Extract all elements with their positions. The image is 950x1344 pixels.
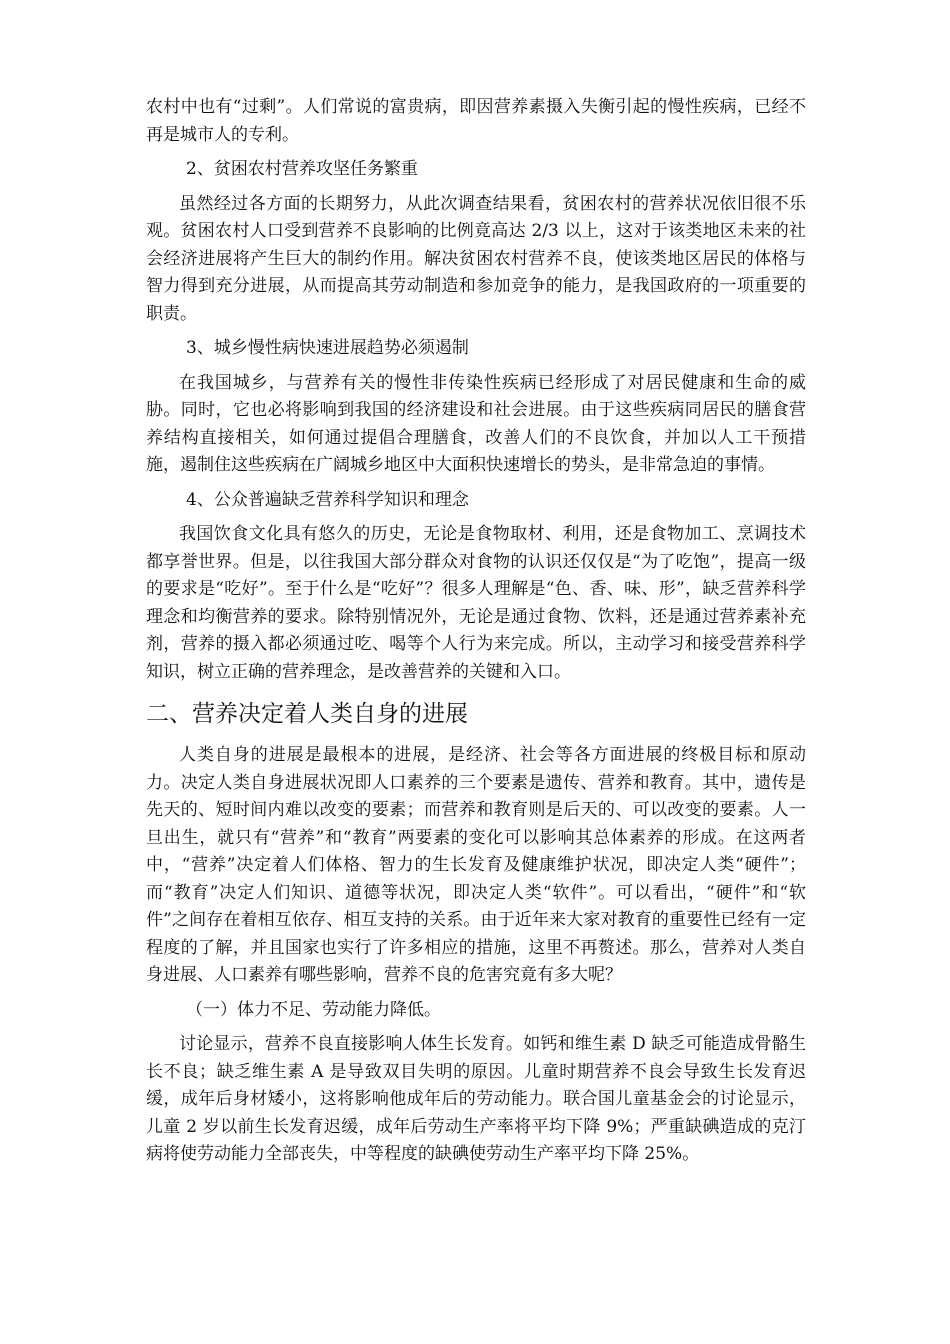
paragraph-public-knowledge: 我国饮食文化具有悠久的历史，无论是食物取材、利用，还是食物加工、烹调技术都享誉世界。但是，以往我国大部分群众对食物的认识还仅仅是“为了吃饱”，提高一级的要求是“吃好”。至于什么是“吃好”？很多人理解是“色、香、味、形”，缺乏营养科学理念和均衡营养的要求。除特别情况外，无论是通过食物、饮料，还是通过营养素补充剂，营养的摄入都必须通过吃、喝等个人行为来完成。所以，主动学习和接受营养科学知识，树立正确的营养理念，是改善营养的关键和入口。 [146, 524, 806, 682]
paragraph-physical-strength: 讨论显示，营养不良直接影响人体生长发育。如钙和维生素 D 缺乏可能造成骨骼生长不良；缺乏维生素 A 是导致双目失明的原因。儿童时期营养不良会导致生长发育迟缓，成年后身材矮小，这将影响他成年后的劳动能力。联合国儿童基金会的讨论显示，儿童 2 岁以前生长发育迟缓，成年后劳动生产率将平均下降 9%；严重缺碘造成的克汀病将使劳动能力全部丧失，中等程度的缺碘使劳动生产率平均下降 25%。 [146, 1034, 806, 1164]
subheading-public-knowledge: 4、公众普遍缺乏营养科学知识和理念 [186, 489, 469, 510]
subheading-chronic-disease: 3、城乡慢性病快速进展趋势必须遏制 [186, 338, 469, 358]
subheading-physical-strength: （一）体力不足、劳动能力降低。 [186, 999, 441, 1020]
paragraph-intro-continuation: 农村中也有“过剩”。人们常说的富贵病，即因营养素摄入失衡引起的慢性疾病，已经不再是城市人的专利。 [146, 97, 806, 145]
paragraph-chronic-disease: 在我国城乡，与营养有关的慢性非传染性疾病已经形成了对居民健康和生命的威胁。同时，它也必将影响到我国的经济建设和社会进展。由于这些疾病同居民的膳食营养结构直接相关，如何通过提倡合理膳食，改善人们的不良饮食，并加以人工干预措施，遏制住这些疾病在广阔城乡地区中大面积快速增长的势头，是非常急迫的事情。 [146, 372, 806, 475]
paragraph-human-development: 人类自身的进展是最根本的进展，是经济、社会等各方面进展的终极目标和原动力。决定人类自身进展状况即人口素养的三个要素是遗传、营养和教育。其中，遗传是先天的、短时间内难以改变的要素；而营养和教育则是后天的、可以改变的要素。人一旦出生，就只有“营养”和“教育”两要素的变化可以影响其总体素养的形成。在这两者中，“营养”决定着人们体格、智力的生长发育及健康维护状况，即决定人类“硬件”；而“教育”决定人们知识、道德等状况，即决定人类“软件”。可以看出，“硬件”和“软件”之间存在着相互依存、相互支持的关系。由于近年来大家对教育的重要性已经有一定程度的了解，并且国家也实行了许多相应的措施，这里不再赘述。那么，营养对人类自身进展、人口素养有哪些影响，营养不良的危害究竟有多大呢？ [146, 745, 806, 985]
paragraph-poor-rural-nutrition: 虽然经过各方面的长期努力，从此次调查结果看，贫困农村的营养状况依旧很不乐观。贫困农村人口受到营养不良影响的比例竟高达 2/3 以上，这对于该类地区未来的社会经济进展将产生巨大的制约作用。解决贫困农村营养不良，使该类地区居民的体格与智力得到充分进展，从而提高其劳动制造和参加竞争的能力，是我国政府的一项重要的职责。 [146, 193, 806, 324]
section-heading-human-development: 二、营养决定着人类自身的进展 [146, 701, 468, 727]
subheading-poor-rural-nutrition: 2、贫困农村营养攻坚任务繁重 [186, 159, 418, 179]
document-page [146, 94, 806, 1176]
